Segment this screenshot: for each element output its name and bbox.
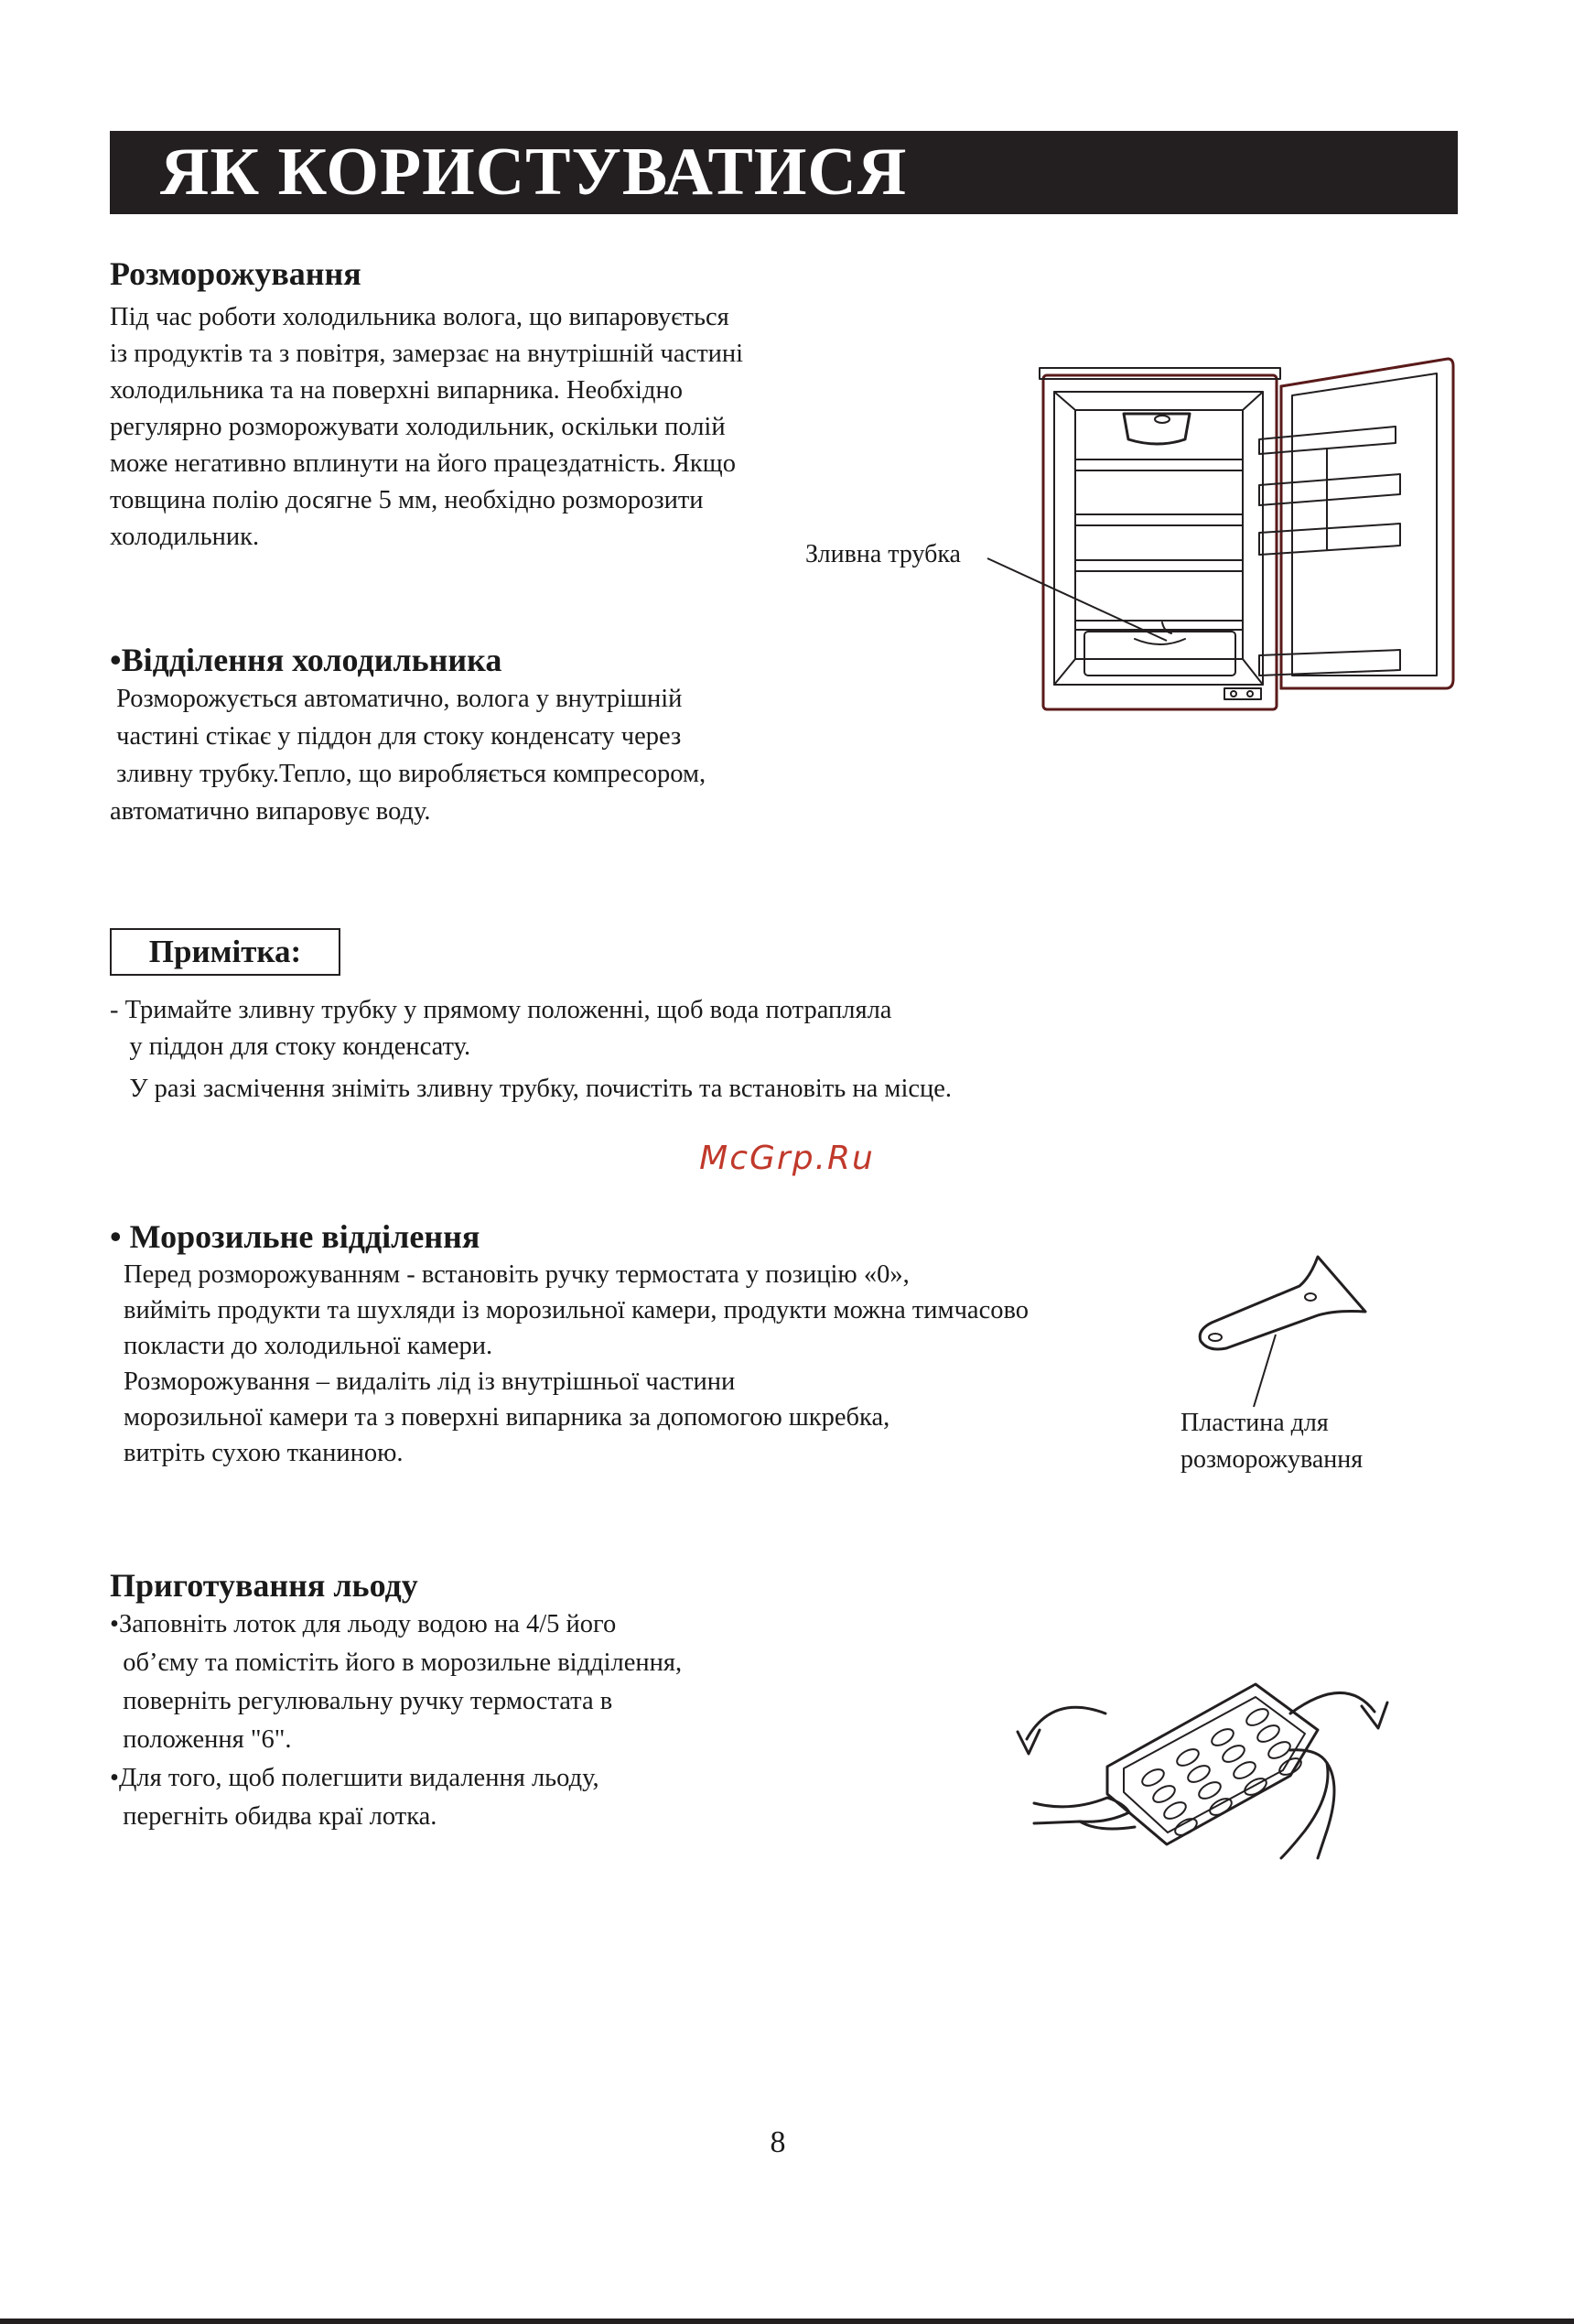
text-line: із продуктів та з повітря, замерзає на внутрішній частині bbox=[110, 340, 744, 368]
text-line: товщина полію досягне 5 мм, необхідно розморозити bbox=[110, 486, 704, 514]
scraper-caption-line: Пластина для bbox=[1180, 1409, 1329, 1437]
text-line: у піддон для стоку конденсату. bbox=[110, 1032, 471, 1061]
ice-cube-cell bbox=[1185, 1762, 1213, 1785]
defrost-heading: Розморожування bbox=[110, 255, 361, 292]
text-line: холодильника та на поверхні випарника. Необхідно bbox=[110, 376, 683, 405]
text-line: перегніть обидва краї лотка. bbox=[110, 1802, 437, 1831]
text-line: частині стікає у піддон для стоку конденсату через bbox=[110, 722, 682, 751]
bottom-rule bbox=[0, 2319, 1574, 2324]
drain-tube-leader-line bbox=[984, 549, 1180, 650]
ice-cube-cell bbox=[1209, 1725, 1236, 1748]
text-line: положення "6". bbox=[110, 1725, 292, 1754]
ice-cube-cell bbox=[1220, 1742, 1247, 1765]
scraper-caption-line: розморожування bbox=[1180, 1445, 1364, 1474]
watermark: McGrp.Ru bbox=[699, 1140, 875, 1177]
note-paragraph bbox=[110, 992, 1208, 1108]
note-label-box: Примітка: bbox=[110, 928, 340, 976]
defrost-section bbox=[110, 254, 842, 556]
freezer-section bbox=[110, 1216, 1162, 1471]
text-line: Перед розморожуванням - встановіть ручку термостата у позицію «0», bbox=[124, 1260, 910, 1289]
text-line: •Для того, щоб полегшити видалення льоду, bbox=[110, 1764, 599, 1792]
text-line: поверніть регулювальну ручку термостата в bbox=[110, 1687, 613, 1715]
text-line: морозильної камери та з поверхні випарника за допомогою шкребка, bbox=[124, 1403, 890, 1432]
text-line: Розморожується автоматично, волога у внутрішній bbox=[110, 685, 683, 713]
text-line: Розморожування – видаліть лід із внутрішньої частини bbox=[124, 1367, 736, 1396]
ice-tray-illustration bbox=[1016, 1675, 1400, 1867]
ice-cube-cell bbox=[1277, 1755, 1304, 1778]
ice-cube-cell bbox=[1150, 1782, 1178, 1805]
text-line: автоматично випаровує воду. bbox=[110, 797, 431, 826]
ice-cube-cell bbox=[1244, 1705, 1271, 1728]
ice-heading: Приготування льоду bbox=[110, 1567, 418, 1604]
ice-cube-cell bbox=[1174, 1746, 1202, 1768]
ice-cube-cell bbox=[1196, 1778, 1224, 1801]
scraper-caption bbox=[1180, 1405, 1363, 1478]
ice-cube-cell bbox=[1231, 1758, 1258, 1781]
ice-cube-cell bbox=[1207, 1795, 1234, 1818]
freezer-paragraph bbox=[124, 1257, 1162, 1471]
fridge-compartment-section bbox=[110, 640, 842, 830]
text-line: У разі засмічення зніміть зливну трубку, почистіть та встановіть на місце. bbox=[110, 1075, 953, 1103]
text-line: вийміть продукти та шухляди із морозильної камери, продукти можна тимчасово bbox=[124, 1296, 1029, 1324]
ice-paragraph bbox=[110, 1605, 842, 1836]
text-line: зливну трубку.Тепло, що виробляється компресором, bbox=[110, 760, 706, 788]
fridge-illustration bbox=[1034, 348, 1464, 728]
text-line: - Тримайте зливну трубку у прямому положенні, щоб вода потрапляла bbox=[110, 996, 892, 1024]
ice-section bbox=[110, 1565, 842, 1836]
page-number: 8 bbox=[770, 2125, 786, 2159]
ice-cube-cell bbox=[1266, 1738, 1293, 1761]
defrost-scraper-illustration bbox=[1190, 1249, 1373, 1414]
defrost-paragraph bbox=[110, 299, 842, 556]
page-title: ЯК КОРИСТУВАТИСЯ bbox=[110, 131, 1458, 214]
ice-tray-cells bbox=[1139, 1705, 1304, 1838]
text-line: Під час роботи холодильника волога, що випаровується bbox=[110, 303, 729, 331]
ice-cube-cell bbox=[1172, 1815, 1200, 1838]
drain-tube-callout: Зливна трубка bbox=[805, 540, 961, 568]
fridge-compartment-heading: •Відділення холодильника bbox=[110, 642, 502, 678]
text-line: може негативно вплинути на його працездатність. Якщо bbox=[110, 449, 736, 478]
text-line: витріть сухою тканиною. bbox=[124, 1439, 404, 1467]
ice-cube-cell bbox=[1139, 1766, 1167, 1789]
ice-cube-cell bbox=[1161, 1799, 1189, 1821]
text-line: •Заповніть лоток для льоду водою на 4/5 його bbox=[110, 1610, 617, 1638]
ice-cube-cell bbox=[1255, 1722, 1282, 1745]
text-line: регулярно розморожувати холодильник, оскільки полій bbox=[110, 413, 726, 441]
ice-cube-cell bbox=[1242, 1775, 1269, 1798]
text-line: покласти до холодильної камери. bbox=[124, 1332, 493, 1360]
fridge-compartment-paragraph bbox=[110, 680, 842, 830]
text-line: об’єму та помістіть його в морозильне відділення, bbox=[110, 1648, 683, 1677]
text-line: холодильник. bbox=[110, 523, 260, 551]
freezer-heading: • Морозильне відділення bbox=[110, 1218, 480, 1255]
